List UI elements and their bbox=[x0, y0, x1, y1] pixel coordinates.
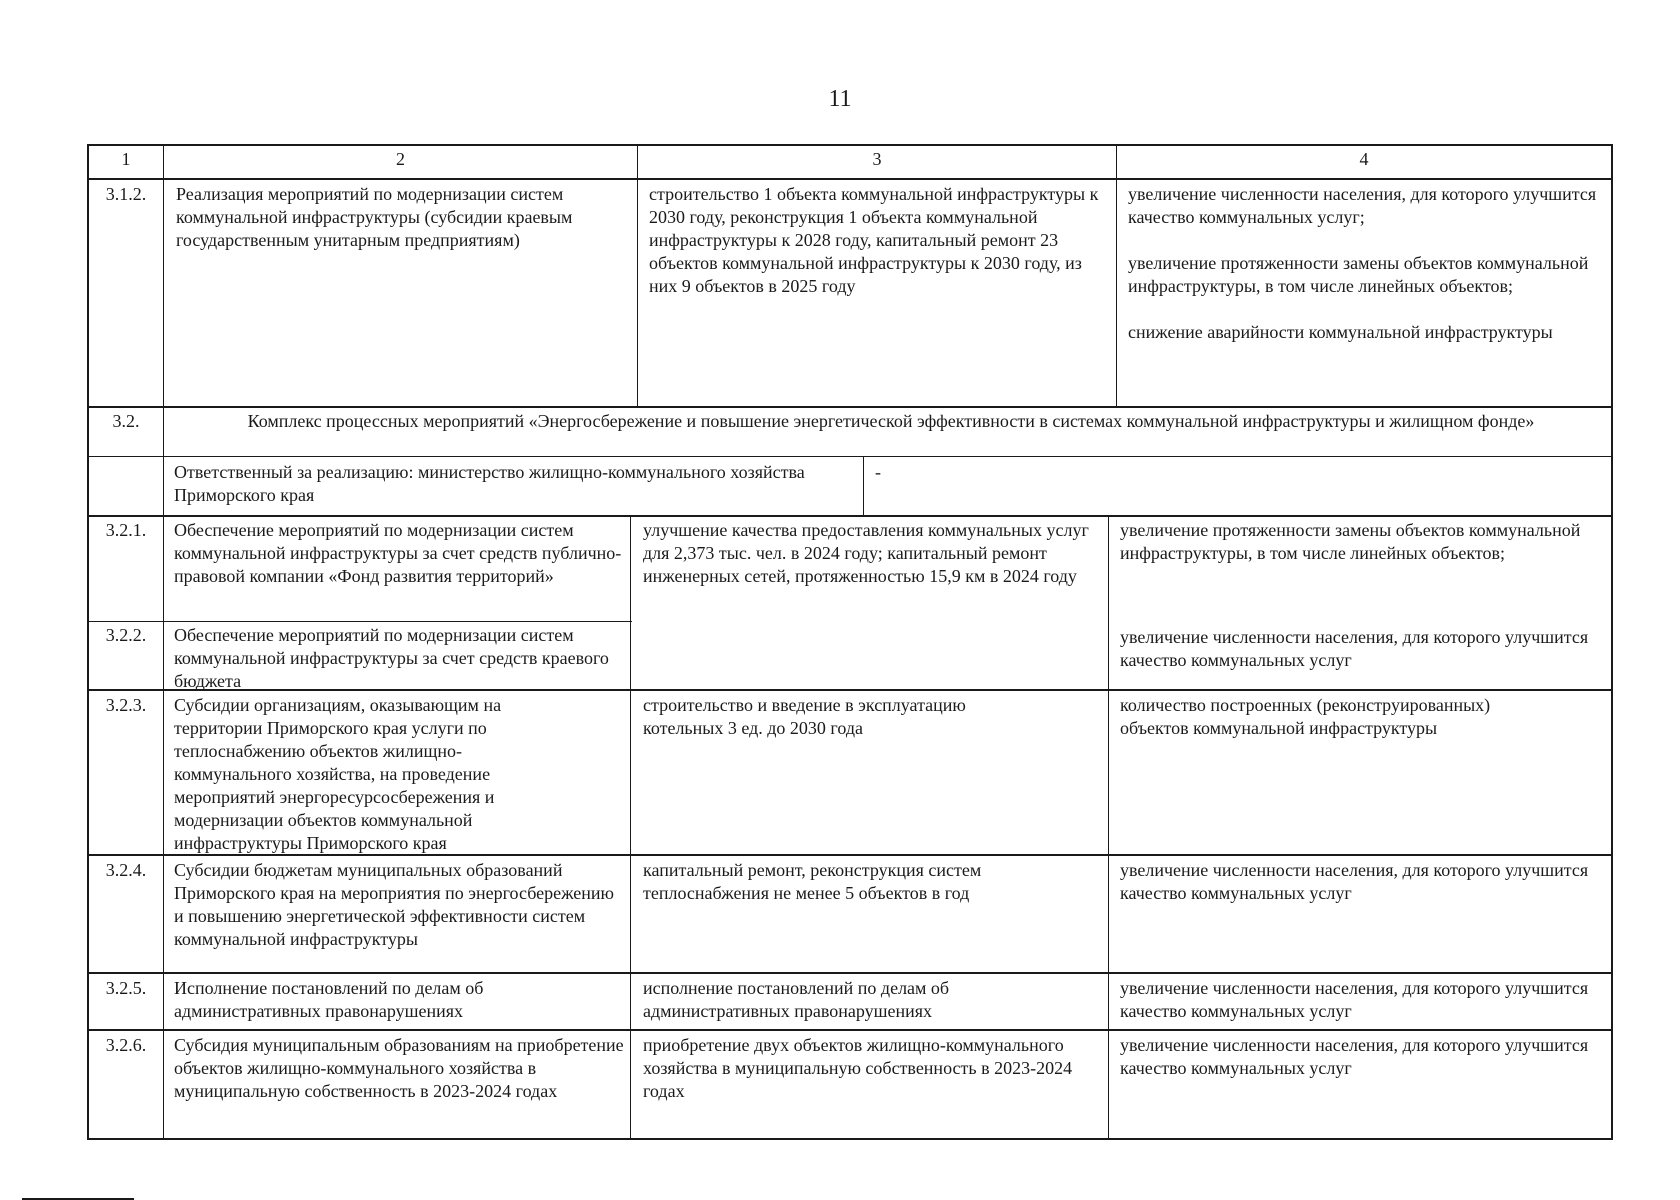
measure-result: исполнение постановлений по делам об административных правонарушениях bbox=[643, 978, 950, 1021]
measure-name: Исполнение постановлений по делам об административных правонарушениях bbox=[174, 978, 484, 1021]
page-number: 11 bbox=[828, 86, 852, 112]
header-col-4: 4 bbox=[1359, 149, 1369, 169]
measure-result: строительство 1 объекта коммунальной инфраструктуры к 2030 году, реконструкция 1 объекта коммунальной инфраструктуры к 2028 году, капитальный ремонт 23 объектов коммунальной инфраструктуры к 2030 году, из них 9 объектов в 2025 году bbox=[649, 184, 1099, 296]
row-number: 3.2.4. bbox=[105, 860, 147, 880]
section-title: Комплекс процессных мероприятий «Энергосбережение и повышение энергетической эффективности в системах коммунальной инфраструктуры и жилищном фонде» bbox=[247, 411, 1535, 431]
measure-result: капитальный ремонт, реконструкция систем теплоснабжения не менее 5 объектов в год bbox=[643, 860, 982, 903]
section-number: 3.2. bbox=[112, 411, 140, 431]
measure-effect: увеличение численности населения, для которого улучшится качество коммунальных услуг bbox=[1120, 627, 1589, 670]
header-col-1: 1 bbox=[121, 149, 131, 169]
row-number: 3.2.2. bbox=[105, 625, 147, 645]
measure-name: Обеспечение мероприятий по модернизации систем коммунальной инфраструктуры за счет средств публично-правовой компании «Фонд развития территорий» bbox=[174, 520, 622, 586]
measure-name: Реализация мероприятий по модернизации систем коммунальной инфраструктуры (субсидии краевым государственным унитарным предприятиям) bbox=[176, 184, 573, 250]
measure-name: Субсидии организациям, оказывающим на территории Приморского края услуги по теплоснабжению объектов жилищно-коммунального хозяйства, на проведение мероприятий энергоресурсосбережения и модернизации объектов коммунальной инфраструктуры Приморского края bbox=[174, 695, 502, 853]
row-number: 3.1.2. bbox=[105, 184, 147, 204]
measure-effect: увеличение протяженности замены объектов коммунальной инфраструктуры, в том числе линейных объектов; bbox=[1120, 520, 1581, 563]
row-number: 3.2.3. bbox=[105, 695, 147, 715]
row-number: 3.2.1. bbox=[105, 520, 147, 540]
measure-result: улучшение качества предоставления коммунальных услуг для 2,373 тыс. чел. в 2024 году; капитальный ремонт инженерных сетей, протяженностью 15,9 км в 2024 году bbox=[643, 520, 1089, 586]
effect-item: увеличение протяженности замены объектов коммунальной инфраструктуры, в том числе линейных объектов; bbox=[1128, 253, 1589, 296]
measure-effect: количество построенных (реконструированных) объектов коммунальной инфраструктуры bbox=[1120, 695, 1491, 738]
header-col-2: 2 bbox=[396, 149, 405, 169]
measure-name: Субсидия муниципальным образованиям на приобретение объектов жилищно-коммунального хозяйства в муниципальную собственность в 2023-2024 годах bbox=[174, 1035, 624, 1101]
responsible-value: - bbox=[875, 462, 881, 482]
row-number: 3.2.5. bbox=[105, 978, 147, 998]
effect-item: снижение аварийности коммунальной инфраструктуры bbox=[1128, 322, 1553, 342]
measure-effect: увеличение численности населения, для которого улучшится качество коммунальных услуг bbox=[1120, 860, 1589, 903]
measure-effect bbox=[1128, 183, 1598, 344]
measure-name: Субсидии бюджетам муниципальных образований Приморского края на мероприятия по энергосбережению и повышению энергетической эффективности систем коммунальной инфраструктуры bbox=[174, 860, 614, 949]
measure-effect: увеличение численности населения, для которого улучшится качество коммунальных услуг bbox=[1120, 978, 1589, 1021]
measure-result: приобретение двух объектов жилищно-коммунального хозяйства в муниципальную собственность в 2023-2024 годах bbox=[643, 1035, 1073, 1101]
measure-name: Обеспечение мероприятий по модернизации систем коммунальной инфраструктуры за счет средств краевого бюджета bbox=[174, 625, 609, 691]
measure-effect: увеличение численности населения, для которого улучшится качество коммунальных услуг bbox=[1120, 1035, 1589, 1078]
row-number: 3.2.6. bbox=[105, 1035, 147, 1055]
responsible-label: Ответственный за реализацию: министерство жилищно-коммунального хозяйства Приморского края bbox=[174, 462, 805, 505]
effect-item: увеличение численности населения, для которого улучшится качество коммунальных услуг; bbox=[1128, 184, 1597, 227]
measure-result: строительство и введение в эксплуатацию котельных 3 ед. до 2030 года bbox=[643, 695, 966, 738]
header-col-3: 3 bbox=[872, 149, 882, 169]
